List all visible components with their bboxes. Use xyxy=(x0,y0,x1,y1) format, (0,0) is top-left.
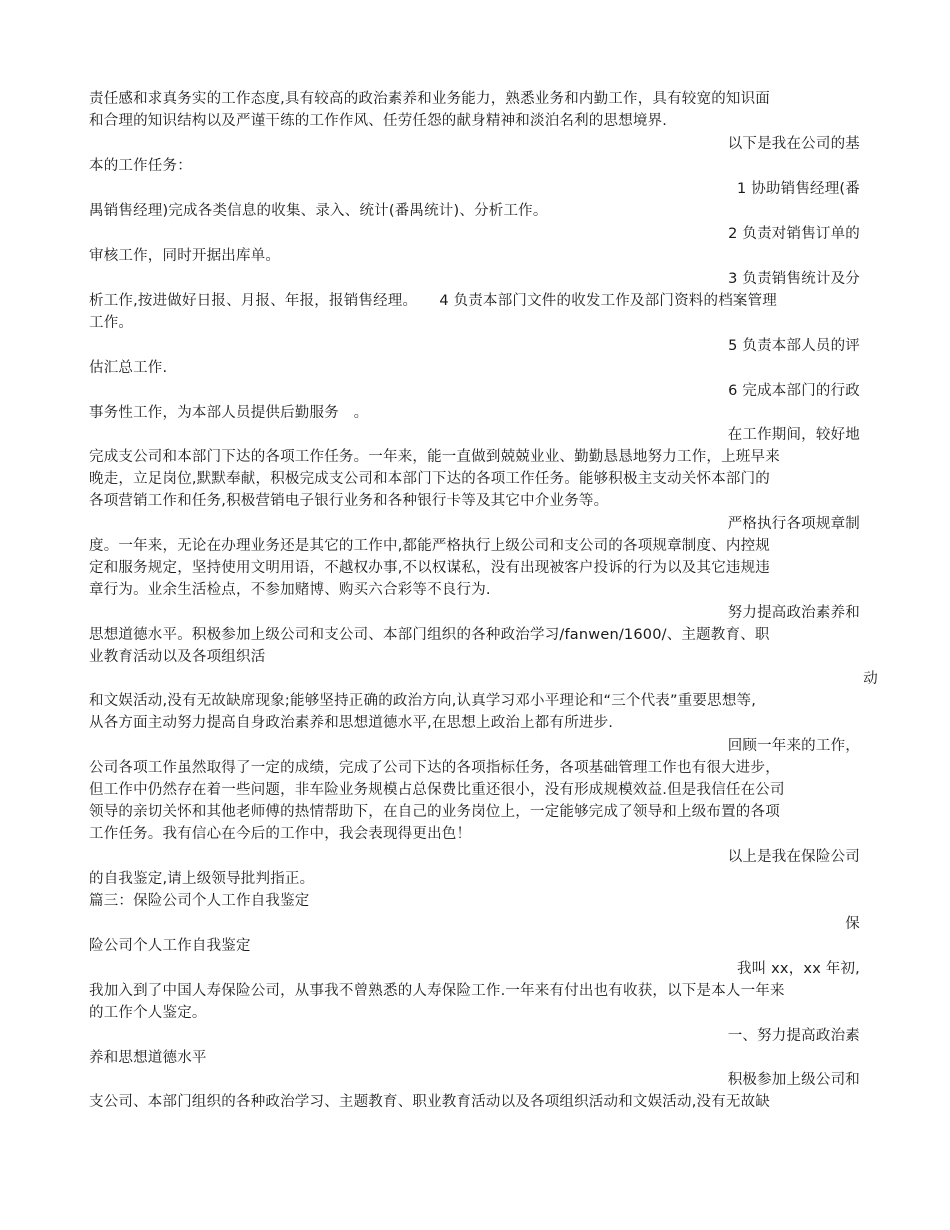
text-line: 工作。 xyxy=(89,315,134,331)
text-line: 和文娱活动,没有无故缺席现象;能够坚持正确的政治方向,认真学习邓小平理论和“三个代表”重要思想等, xyxy=(89,693,757,709)
text-line: 险公司个人工作自我鉴定 xyxy=(89,938,251,954)
text-line: 本的工作任务： xyxy=(89,158,192,174)
text-line: 积极参加上级公司和 xyxy=(727,1072,860,1088)
text-line: 定和服务规定，坚持使用文明用语，不越权办事,不以权谋私，没有出现被客户投诉的行为以及其它违规违 xyxy=(89,560,771,576)
text-line: 回顾一年来的工作， xyxy=(727,738,860,754)
text-line: 养和思想道德水平 xyxy=(89,1050,207,1066)
text-line: 思想道德水平。积极参加上级公司和支公司、本部门组织的各种政治学习/fanwen/1600/、主题教育、职 xyxy=(89,627,770,643)
text-line: 严格执行各项规章制 xyxy=(727,516,860,532)
text-line: 保 xyxy=(845,916,860,932)
text-line: 我叫 xx，xx 年初, xyxy=(736,961,860,977)
text-line: 在工作期间，较好地 xyxy=(727,427,860,443)
text-line: 2 负责对销售订单的 xyxy=(728,226,860,242)
text-line: 晚走，立足岗位,默默奉献，积极完成支公司和本部门下达的各项工作任务。能够积极主支动关怀本部门的 xyxy=(89,471,771,487)
text-line: 完成支公司和本部门下达的各项工作任务。一年来，能一直做到兢兢业业、勤勤恳恳地努力工作，上班早来 xyxy=(89,449,780,465)
text-line: 但工作中仍然存在着一些问题，非车险业务规模占总保费比重还很小，没有形成规模效益.但是我信任在公司 xyxy=(89,782,785,798)
text-line: 以下是我在公司的基 xyxy=(727,136,860,152)
text-line: 章行为。业余生活检点，不参加赌博、购买六合彩等不良行为. xyxy=(89,582,491,598)
text-line: 我加入到了中国人寿保险公司，从事我不曾熟悉的人寿保险工作.一年来有付出也有收获，以下是本人一年来 xyxy=(89,983,785,999)
text-line: 从各方面主动努力提高自身政治素养和思想道德水平,在思想上政治上都有所进步. xyxy=(89,715,614,731)
text-line: 责任感和求真务实的工作态度,具有较高的政治素养和业务能力，熟悉业务和内勤工作，具有较宽的知识面 xyxy=(89,91,771,107)
text-line: 领导的亲切关怀和其他老师傅的热情帮助下，在自己的业务岗位上，一定能够完成了领导和上级布置的各项 xyxy=(89,804,780,820)
section-heading: 篇三：保险公司个人工作自我鉴定 xyxy=(89,893,310,909)
text-line: 事务性工作，为本部人员提供后勤服务 。 xyxy=(89,405,369,421)
text-line: 审核工作，同时开据出库单。 xyxy=(89,248,281,264)
text-line: 的自我鉴定,请上级领导批判指正。 xyxy=(89,871,315,887)
text-line: 动 xyxy=(863,671,878,687)
text-line: 1 协助销售经理(番 xyxy=(737,181,860,197)
text-line: 禺销售经理)完成各类信息的收集、录入、统计(番禺统计)、分析工作。 xyxy=(89,203,548,219)
text-line: 度。一年来，无论在办理业务还是其它的工作中,都能严格执行上级公司和支公司的各项规章制度、内控规 xyxy=(89,538,771,554)
text-line: 支公司、本部门组织的各种政治学习、主题教育、职业教育活动以及各项组织活动和文娱活动,没有无故缺 xyxy=(89,1094,771,1110)
text-line: 公司各项工作虽然取得了一定的成绩，完成了公司下达的各项指标任务，各项基础管理工作也有很大进步， xyxy=(89,760,780,776)
text-line: 估汇总工作. xyxy=(89,360,168,376)
text-line: 工作任务。我有信心在今后的工作中，我会表现得更出色！ xyxy=(89,826,472,842)
text-line: 努力提高政治素养和 xyxy=(727,605,860,621)
text-line: 和合理的知识结构以及严谨干练的工作作风、任劳任怨的献身精神和淡泊名利的思想境界. xyxy=(89,113,668,129)
text-line: 业教育活动以及各项组织活 xyxy=(89,649,266,665)
text-line: 析工作,按进做好日报、月报、年报，报销售经理。 4 负责本部门文件的收发工作及部门资料的档案管理 xyxy=(89,293,777,309)
text-line: 5 负责本部人员的评 xyxy=(728,338,860,354)
text-line: 一、努力提高政治素 xyxy=(727,1028,860,1044)
text-line: 的工作个人鉴定。 xyxy=(89,1005,207,1021)
text-line: 6 完成本部门的行政 xyxy=(728,383,860,399)
text-line: 各项营销工作和任务,积极营销电子银行业务和各种银行卡等及其它中介业务等。 xyxy=(89,493,609,509)
text-line: 3 负责销售统计及分 xyxy=(728,271,860,287)
text-line: 以上是我在保险公司 xyxy=(727,849,860,865)
